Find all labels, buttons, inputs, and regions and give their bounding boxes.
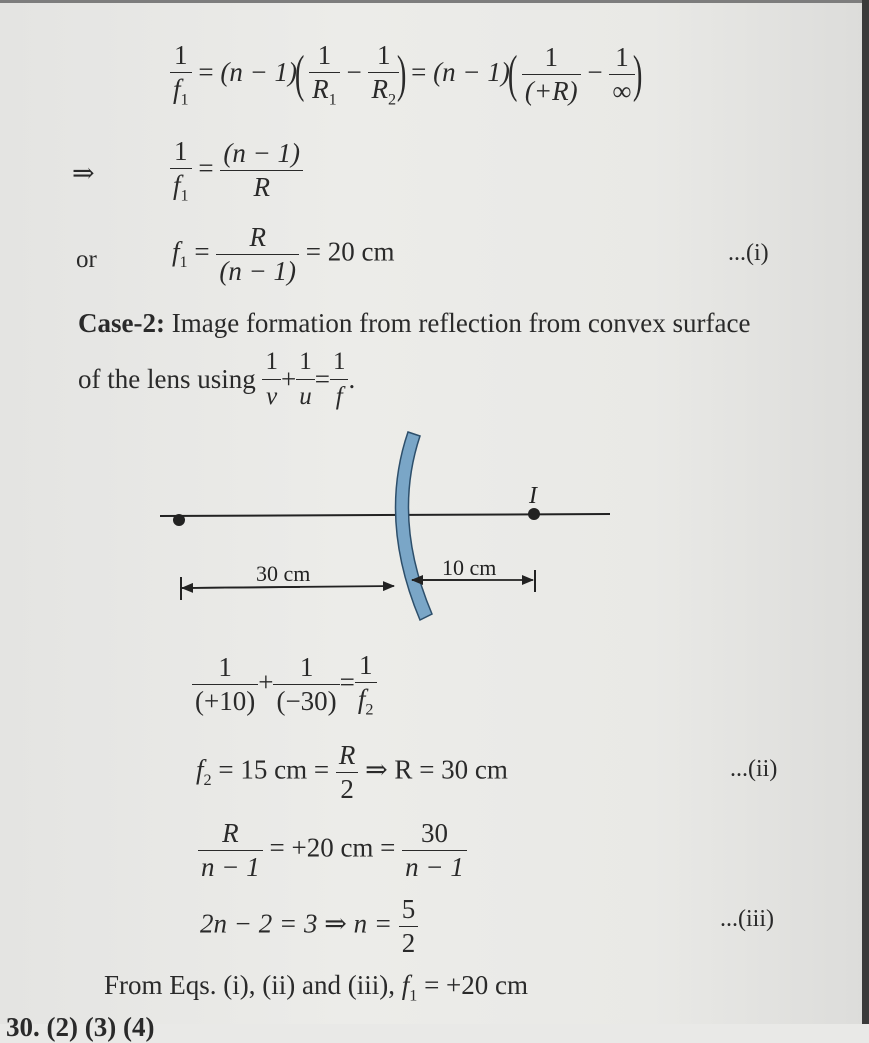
equation-mirror-values: $\frac{1}{(+10)}$ + $\frac{1}{(-30)}$ = $\frac{1}{f_2}$ xyxy=(192,652,377,718)
fraction-1-over-plusR: $\frac{1}{(+R)}$ xyxy=(522,44,581,105)
image-label: I xyxy=(529,483,537,509)
equation-tag-iii: ...(iii) xyxy=(720,906,774,932)
or-word: or xyxy=(76,246,97,273)
principal-axis xyxy=(160,514,610,516)
n-minus-1: (n − 1) xyxy=(220,57,298,87)
equation-tag-ii: ...(ii) xyxy=(730,756,778,782)
equation-n-value: 2n − 2 = 3 ⇒ n = $\frac{5}{2}$ xyxy=(200,896,418,957)
equation-f1-value: $f_1$ = $\frac{R}{(n - 1)}$ = 20 cm xyxy=(172,222,395,286)
conclusion-line: From Eqs. (i), (ii) and (iii), $f_1 = +20$ cm xyxy=(104,970,529,1005)
distance-10cm-label: 10 cm xyxy=(442,555,497,580)
fraction-1-over-infinity: $\frac{1}{\infty}$ xyxy=(609,44,634,105)
convex-lens-surface xyxy=(396,432,433,620)
n-minus-1-second: (n − 1) xyxy=(433,57,510,87)
image-point xyxy=(528,508,540,520)
equation-f2: $f_2 = 15$ cm = $\frac{R}{2}$ ⇒ R = 30 cm xyxy=(196,740,508,804)
case-2-line-2: of the lens using $\frac{1}{v}$ + $\frac{1}{u}$ = $\frac{1}{f}$ . xyxy=(78,348,356,410)
fraction-1-over-u: $\frac{1}{u}$ xyxy=(296,348,315,411)
equation-R-over-n: $\frac{R}{n - 1}$ = +20 cm = $\frac{30}{n - 1}$ xyxy=(198,820,467,881)
left-dimension-arrow-back xyxy=(182,587,300,588)
next-question-cutoff: 30. (2) (3) (4) xyxy=(6,1012,155,1042)
fraction-1-over-f1: $\frac{1}{f_1}$ xyxy=(170,42,192,108)
case-2-heading: Case-2: xyxy=(78,308,165,338)
equation-tag-i: ...(i) xyxy=(728,240,769,266)
case-2-line-1: Case-2: Image formation from reflection from convex surface xyxy=(78,308,751,338)
fraction-1-over-v: $\frac{1}{v}$ xyxy=(262,348,281,411)
object-point xyxy=(173,514,185,526)
implies-arrow: ⇒ xyxy=(72,158,95,188)
distance-30cm-label: 30 cm xyxy=(256,561,311,586)
paren-close: ) xyxy=(396,45,407,103)
fraction-1-over-f: $\frac{1}{f}$ xyxy=(330,348,349,411)
equation-lensmaker: $\frac{1}{f_1}$ = (n − 1)( $\frac{1}{R_1}$ − $\frac{1}{R_2}$ ) = (n − 1)( $\frac{1}{(+R)}$ − $\frac{1}{\infty}$ ) xyxy=(170,42,640,108)
equation-1-over-f1: $\frac{1}{f_1}$ = $\frac{(n - 1)}{R}$ xyxy=(170,138,303,204)
fraction-1-over-R1: $\frac{1}{R_1}$ xyxy=(309,42,340,108)
paren-open: ( xyxy=(294,45,305,103)
fraction-1-over-R2: $\frac{1}{R_2}$ xyxy=(368,42,399,108)
